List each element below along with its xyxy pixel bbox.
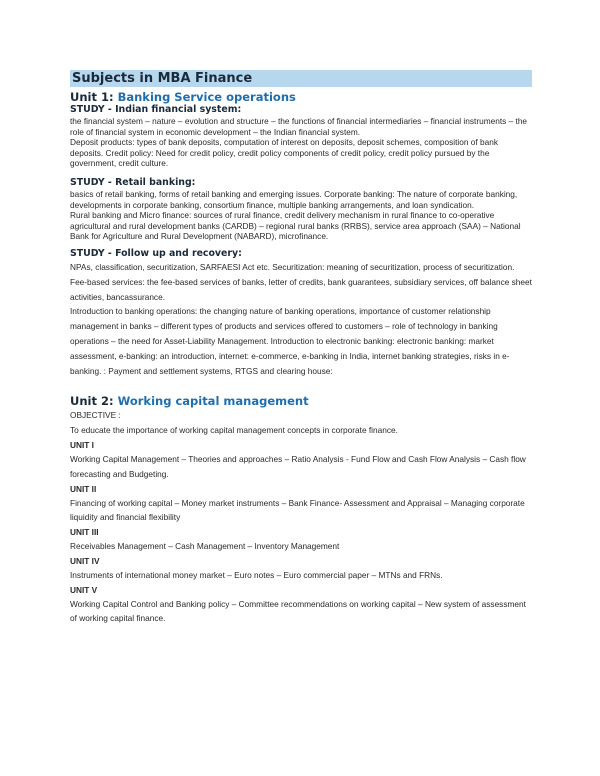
- unit-text: Working Capital Control and Banking policy – Committee recommendations on working capital – New system of assessment of working capital finance.: [70, 598, 526, 624]
- study1-para1: the financial system – nature – evolution and structure – the functions of financial intermediaries – financial instruments – the role of financial system in economic development – the Indian financial system.: [70, 116, 528, 137]
- unit-label: UNIT I: [70, 439, 94, 450]
- study2-heading: STUDY - Retail banking:: [70, 176, 196, 188]
- study1-para2: Deposit products: types of bank deposits, computation of interest on deposits, deposit schemes, composition of bank deposits. Credit policy: Need for credit policy, credit policy components of credit policy, credit policy pursued by the government, credit culture.: [70, 137, 498, 169]
- unit-label: UNIT II: [70, 483, 97, 494]
- study3-para2: Fee-based services: the fee-based services of banks, letter of credits, bank guarantees, subsidiary services, off balance sheet activities, bancassurance.: [70, 276, 532, 302]
- objective-text: To educate the importance of working capital management concepts in corporate finance.: [70, 425, 398, 436]
- unit-text: Financing of working capital – Money market instruments – Bank Finance- Assessment and Appraisal – Managing corporate liquidity and financial flexibility: [70, 497, 525, 523]
- unit1-heading: [70, 90, 532, 104]
- study3-heading: STUDY - Follow up and recovery:: [70, 247, 242, 259]
- document-page: [70, 70, 532, 626]
- study2-para1: basics of retail banking, forms of retail banking and emerging issues. Corporate banking: The nature of corporate banking, developments in corporate banking, consortium finance, multiple banking arrangements, and loan syndication.: [70, 188, 518, 210]
- unit2-heading: [70, 394, 532, 408]
- unit-text: Receivables Management – Cash Management – Inventory Management: [70, 541, 340, 552]
- unit-label: UNIT III: [70, 527, 99, 538]
- objective-label: OBJECTIVE :: [70, 410, 121, 421]
- unit-text: Working Capital Management – Theories and approaches – Ratio Analysis - Fund Flow and Cash Flow Analysis – Cash flow forecasting and Budgeting.: [70, 453, 526, 479]
- unit-label: UNIT IV: [70, 555, 100, 566]
- study3-para3: Introduction to banking operations: the changing nature of banking operations, importance of customer relationship management in banks – different types of products and services offered to customers – role of technology in banking operations – the need for Asset-Liability Management. Introduction to electronic banking: electronic banking: market assessment, e-banking: an introduction, internet: e-commerce, e-banking in India, internet banking strategies, risks in e-banking. : Payment and settlement systems, RTGS and clearing house:: [70, 306, 510, 376]
- unit2-name: Working capital management: [117, 394, 309, 409]
- study3-para1: NPAs, classification, securitization, SARFAESI Act etc. Securitization: meaning of securitization, process of securitization.: [70, 261, 515, 272]
- unit-text: Instruments of international money market – Euro notes – Euro commercial paper – MTNs and FRNs.: [70, 569, 443, 580]
- unit-label: UNIT V: [70, 584, 98, 595]
- unit1-prefix: Unit 1:: [70, 90, 118, 104]
- unit2-prefix: Unit 2:: [70, 394, 118, 409]
- study1-heading: STUDY - Indian financial system:: [70, 104, 242, 115]
- unit1-name: Banking Service operations: [117, 90, 296, 104]
- page-title: Subjects in MBA Finance: [70, 70, 532, 87]
- study2-para2: Rural banking and Micro finance: sources of rural finance, credit delivery mechanism in rural finance to co-operative agricultural and rural development banks (CARDB) – regional rural banks (RRBS), service area approach (SAA) – National Bank for Agriculture and Rural Development (NABARD), microfinance.: [70, 210, 521, 242]
